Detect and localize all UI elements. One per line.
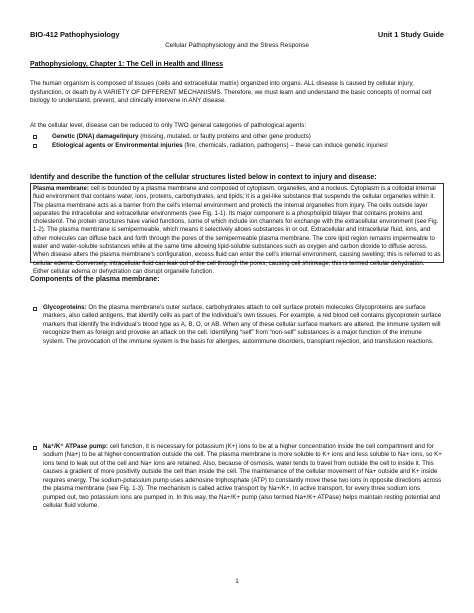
document-subtitle: Cellular Pathophysiology and the Stress Response [165, 42, 309, 49]
bullet-icon [33, 446, 37, 450]
list-item [30, 142, 444, 151]
identify-heading: Identify and describe the function of the cellular structures listed below in context to injury and disease: [30, 174, 377, 181]
components-heading: Components of the plasma membrane: [30, 276, 160, 283]
na-k-pump-paragraph [43, 443, 444, 511]
plasma-membrane-term: Plasma membrane: [33, 185, 89, 192]
page-number: 1 [235, 578, 239, 585]
plasma-membrane-box [30, 183, 444, 275]
list-item [30, 304, 444, 346]
agent-description: (fire, chemicals, radiation, pathogens) – these can induce genetic injuries! [182, 141, 388, 149]
plasma-membrane-text: cell is bounded by a plasma membrane and composed of cytoplasm, organelles, and a nucleus. Cytoplasm is a colloidal internal fluid environment that contains water, ions, proteins, carbohydrates, and lipids; it is a gel-like substance that suspends the cellular organelles within it. The plasma membrane acts as a barrier from the cell’s internal environment and protects the internal organelles from injury. The cells outside layer separates the intracellular and extracellular environments (see Fig. 1-1). Its major component is a phospholipid bilayer that contains proteins and cholesterol. The protein structures have varied functions, some of which include ion channels for exchange with the extracellular environment (see Fig. 1-2). The plasma membrane is semipermeable, which means it selectively allows substances in or out. Extracellular and intracellular fluid, ions, and other molecules can diffuse back and forth through the pores of the semipermeable plasma membrane. The core lipid region remains impermeable to water and water-soluble substances while at the same time allowing lipid-soluble substances such as oxygen and carbon dioxide to diffuse across. When disease alters the plasma membrane’s configuration, excess fluid can enter the cell’s internal environment, causing swelling; this is referred to as cellular edema. Conversely, intracellular fluid can leak out of the cell through the pores, causing cell shrinkage; this is termed cellular dehydration. Either cellular edema or dehydration can disrupt organelle function. [33, 185, 441, 275]
cellular-level-paragraph: At the cellular level, disease can be reduced to only TWO general categories of pathological agents: [30, 122, 307, 129]
list-item [30, 443, 444, 511]
course-header: BIO-412 Pathophysiology [30, 30, 120, 39]
agent-description: (missing, mutated, or faulty proteins and other gene products) [138, 133, 311, 140]
list-item [30, 133, 444, 142]
glycoproteins-paragraph [43, 304, 444, 346]
bullet-icon [33, 307, 37, 311]
chapter-title: Pathophysiology, Chapter 1: The Cell in Health and Illness [30, 61, 224, 68]
agent-term: Etiological agents or Environmental injuries [52, 141, 183, 149]
pathological-agents-list [30, 133, 444, 150]
bullet-icon [33, 144, 37, 148]
na-k-pump-text: cell function, it is necessary for potassium (K+) ions to be at a higher concentration inside the cell compartment and for sodium (Na+) to be at higher concentration outside the cell. The plasma membrane is more soluble to K+ ions and less soluble to Na+ ions, so K+ ions tend to leak out of the cell and Na+ ions are retained. Also, because of osmosis, water tends to travel from outside the cell to inside it. This causes a gradient of more positivity outside the cell than inside the cell. The maintenance of the cellular movement of Na+ outside and K+ inside requires energy. The sodium-potassium pump uses adenosine triphosphate (ATP) to constantly move these two ions in opposite directions across the plasma membrane (see Fig. 1-3). The mechanism is called active transport by Na+/K+. In active transport, for every three sodium ions pumped out, two potassium ions are pumped in. In this way, the Na+/K+ pump (also termed Na+/K+ ATPase) helps maintain resting potential and cellular fluid volume. [43, 443, 442, 510]
agent-term: Genetic (DNA) damage/injury [52, 133, 139, 140]
glycoproteins-term: Glycoproteins: [43, 304, 87, 311]
intro-paragraph: The human organism is composed of tissues (cells and extracellular matrix) organized into organs. ALL disease is caused by cellular injury, dysfunction, or death by A VARIETY OF DIFFERENT MECHANISMS. Therefore, we must learn and understand the basic concepts of normal cell biology to understand, prevent, and clinically intervene in ANY disease. [30, 80, 432, 105]
plasma-membrane-paragraph [33, 185, 441, 276]
glycoproteins-text: On the plasma membrane’s outer surface, carbohydrates attach to cell surface protein molecules Glycoproteins are surface markers, also called antigens, that identify cells as part of the individual’s own tissues. For example, a red blood cell contains glycoprotein surface markers that identify the individual’s blood type as A, B, O, or AB. When any of these cellular surface markers are altered, the immune system will recognize them as foreign and provoke an attack on the cell. Identifying “self” from “non-self” substances is a major function of the immune system. The provocation of the immune system is the basis for allergies, autoimmune disorders, transplant rejection, and transfusion reactions. [43, 304, 442, 345]
na-k-pump-term: Na⁺/K⁺ ATPase pump: [43, 443, 108, 450]
bullet-icon [33, 135, 37, 139]
guide-header: Unit 1 Study Guide [377, 30, 444, 39]
